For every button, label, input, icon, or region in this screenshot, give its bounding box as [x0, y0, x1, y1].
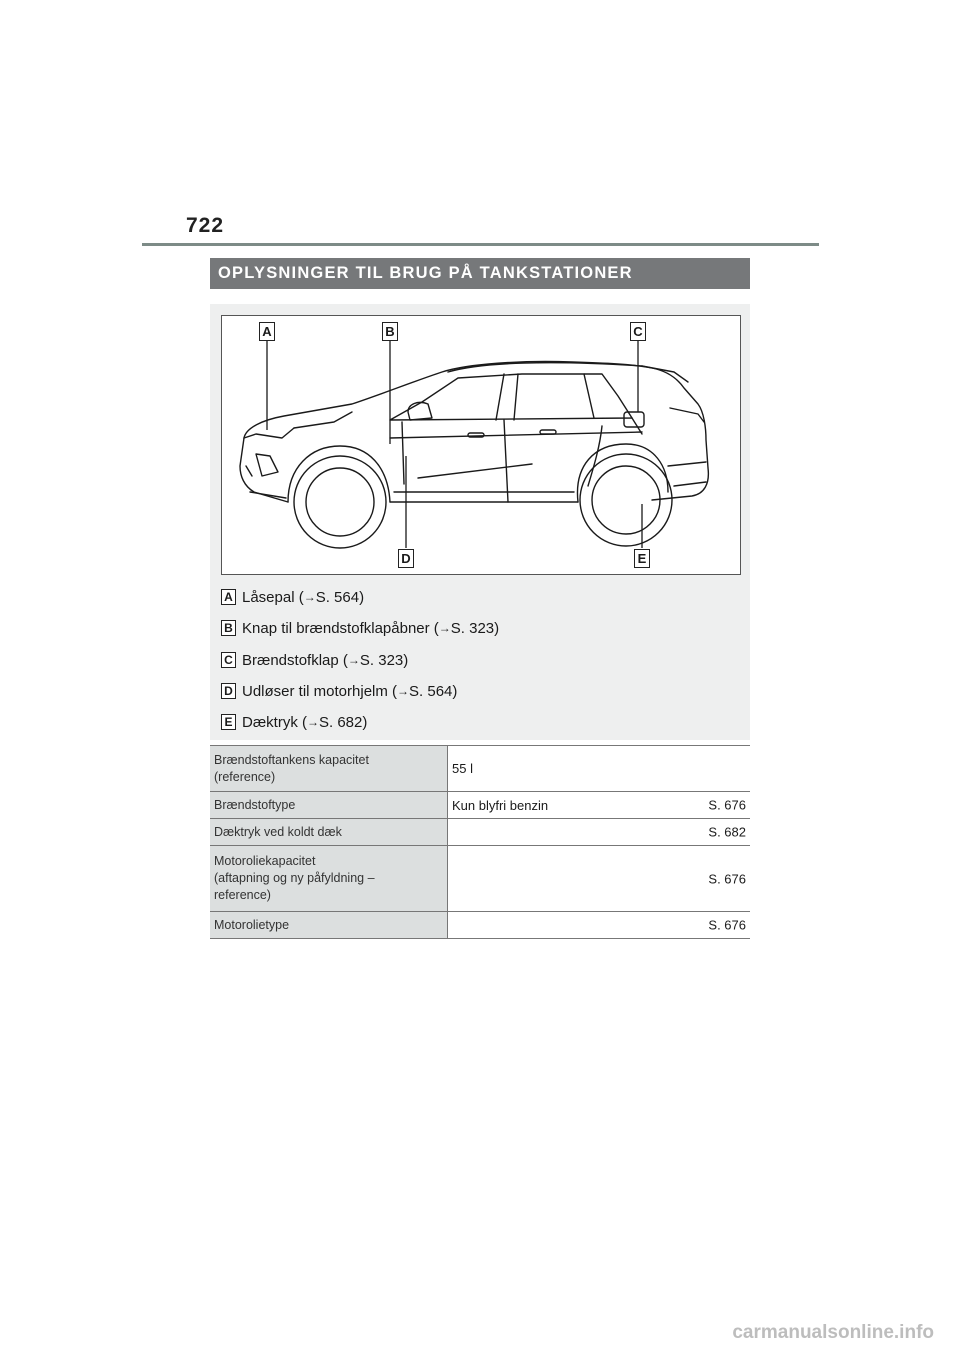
- legend-label: Låsepal (: [242, 588, 304, 606]
- legend-ref: S. 323): [450, 619, 500, 637]
- callout-d: D: [398, 549, 414, 568]
- table-row: [210, 846, 750, 912]
- fuel-info-panel: [210, 304, 750, 740]
- legend-ref: S. 323): [359, 651, 409, 669]
- table-row: [210, 792, 750, 819]
- legend-item-c: [221, 649, 408, 671]
- page-ref: S. 676: [708, 871, 746, 886]
- page-ref: S. 676: [708, 917, 746, 933]
- callout-a: A: [259, 322, 275, 341]
- value-text: 55 l: [452, 761, 473, 776]
- arrow-icon: →: [347, 653, 360, 667]
- callout-b: B: [382, 322, 398, 341]
- row-value: [448, 819, 751, 846]
- legend-key: A: [221, 589, 236, 605]
- header-divider: [142, 243, 819, 246]
- row-label: Brændstoftankens kapacitet (reference): [210, 746, 448, 792]
- legend-ref: S. 564): [409, 682, 458, 700]
- row-value: [448, 846, 751, 912]
- legend-key: B: [221, 620, 236, 636]
- vehicle-illustration: [221, 315, 741, 575]
- row-label: Brændstoftype: [210, 792, 448, 819]
- page-number: 722: [186, 214, 225, 237]
- legend-ref: S. 682): [319, 713, 368, 731]
- legend-label: Udløser til motorhjelm (: [242, 682, 398, 700]
- legend-item-a: [221, 586, 364, 608]
- callout-e: E: [634, 549, 650, 568]
- legend-key: E: [221, 714, 236, 730]
- fuel-spec-table: [210, 745, 750, 939]
- row-label: Motorolietype: [210, 912, 448, 939]
- table-row: [210, 746, 750, 792]
- section-title: OPLYSNINGER TIL BRUG PÅ TANKSTATIONER: [210, 258, 750, 289]
- legend-item-e: [221, 711, 367, 733]
- row-value: [448, 746, 751, 792]
- callout-c: C: [630, 322, 646, 341]
- value-text: Kun blyfri benzin: [452, 797, 549, 813]
- row-label: Motoroliekapacitet (aftapning og ny påfyldning – reference): [210, 846, 448, 912]
- page-ref: S. 676: [708, 797, 746, 813]
- legend-key: C: [221, 652, 236, 668]
- arrow-icon: →: [438, 621, 451, 635]
- arrow-icon: →: [307, 715, 319, 729]
- legend-ref: S. 564): [315, 588, 365, 606]
- table-row: [210, 819, 750, 846]
- table-row: [210, 912, 750, 939]
- legend-label: Brændstofklap (: [242, 651, 348, 669]
- page-ref: S. 682: [708, 824, 746, 840]
- row-label: Dæktryk ved koldt dæk: [210, 819, 448, 846]
- legend-item-d: [221, 680, 457, 702]
- row-value: [448, 912, 751, 939]
- legend-item-b: [221, 617, 499, 639]
- watermark-text: carmanualsonline.info: [732, 1322, 934, 1343]
- row-value: [448, 792, 751, 819]
- legend-key: D: [221, 683, 236, 699]
- arrow-icon: →: [303, 590, 316, 604]
- arrow-icon: →: [397, 684, 410, 698]
- suv-side-view-drawing: [222, 316, 740, 574]
- legend-label: Knap til brændstofklapåbner (: [242, 619, 439, 637]
- legend-label: Dæktryk (: [242, 713, 307, 731]
